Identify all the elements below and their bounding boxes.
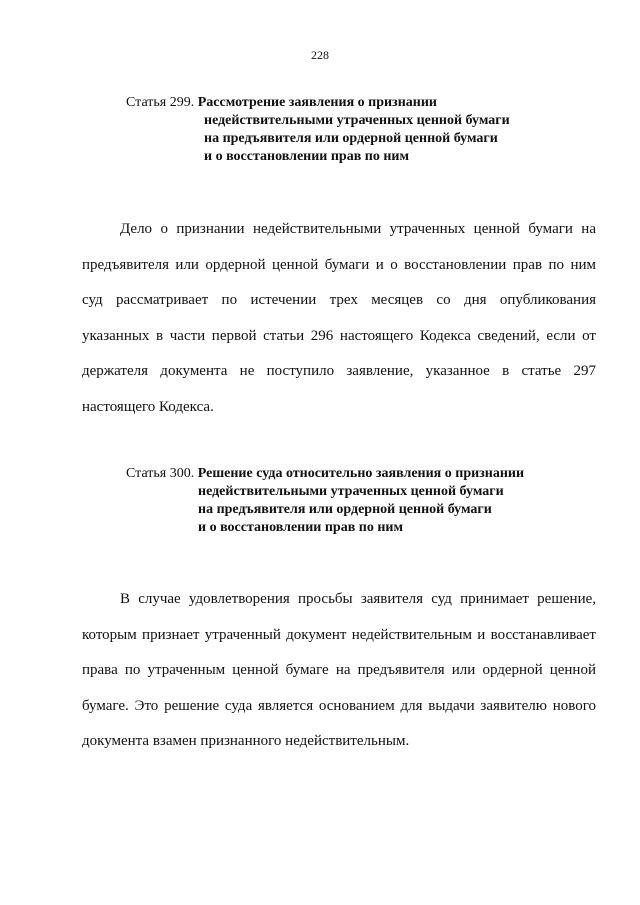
article-300-title-line: Решение суда относительно заявления о признании [197, 466, 525, 481]
paragraph-line: держателя документа не поступило заявление, указанное в статье 297 [82, 363, 596, 379]
article-300-number: Статья 300. [126, 466, 195, 481]
page-number: 228 [311, 48, 329, 62]
article-300-heading-line-1 [126, 465, 524, 483]
article-299-heading-line-1 [126, 94, 510, 112]
article-299-title-line: недействительными утраченных ценной бумаги [204, 113, 510, 128]
article-299-number: Статья 299. [126, 95, 195, 110]
article-299-title-line: Рассмотрение заявления о признании [197, 95, 437, 110]
article-300-heading [126, 465, 524, 537]
paragraph-line: права по утраченным ценной бумаге на предъявителя или ордерной ценной [82, 662, 596, 678]
paragraph-line: указанных в части первой статьи 296 настоящего Кодекса сведений, если от [82, 327, 596, 344]
paragraph-line: суд рассматривает по истечении трех месяцев со дня опубликования [82, 292, 596, 308]
article-299-title-line: и о восстановлении прав по ним [204, 149, 410, 164]
article-299-title-line: на предъявителя или ордерной ценной бумаги [204, 131, 498, 146]
paragraph-line: настоящего Кодекса. [82, 398, 214, 415]
article-299-paragraph [82, 212, 596, 425]
paragraph-line: бумаге. Это решение суда является основанием для выдачи заявителю нового [82, 697, 596, 714]
article-300-title-line: и о восстановлении прав по ним [198, 520, 404, 535]
article-300-title-line: недействительными утраченных ценной бумаги [198, 484, 504, 499]
article-300-title-line: на предъявителя или ордерной ценной бумаги [198, 502, 492, 517]
paragraph-line: документа взамен признанного недействительным. [82, 733, 410, 749]
article-300-paragraph [82, 582, 596, 760]
paragraph-line: В случае удовлетворения просьбы заявителя суд принимает решение, [120, 591, 596, 607]
article-299-heading [126, 94, 510, 166]
paragraph-line: предъявителя или ордерной ценной бумаги и о восстановлении прав по ним [82, 256, 596, 273]
paragraph-line: которым признает утраченный документ недействительным и восстанавливает [82, 626, 596, 643]
paragraph-line: Дело о признании недействительными утраченных ценной бумаги на [120, 221, 596, 237]
